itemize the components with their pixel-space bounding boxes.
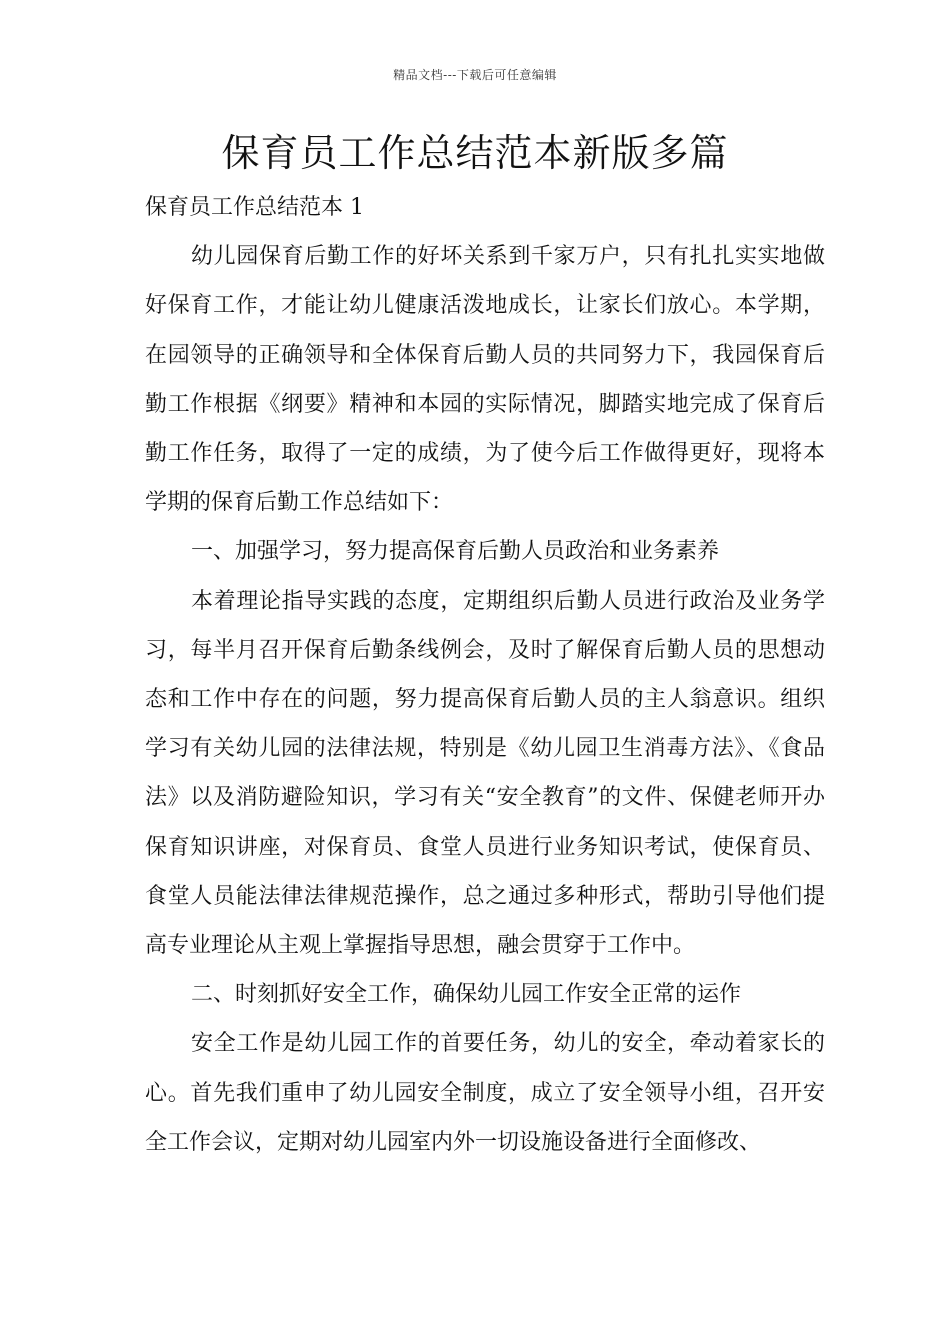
section-heading-1: 一、加强学习，努力提高保育后勤人员政治和业务素养: [191, 539, 720, 565]
section-subtitle: 保育员工作总结范本 1: [145, 195, 364, 220]
document-body: [145, 183, 825, 1167]
document-title: 保育员工作总结范本新版多篇: [221, 131, 729, 175]
page-header: 精品文档---下载后可任意编辑: [393, 68, 557, 82]
paragraph-safety: 安全工作是幼儿园工作的首要任务，幼儿的安全，牵动着家长的心。首先我们重申了幼儿园安全制度，成立了安全领导小组，召开安全工作会议，定期对幼儿园室内外一切设施设备进行全面修改、: [145, 1031, 825, 1155]
paragraph-study: 本着理论指导实践的态度，定期组织后勤人员进行政治及业务学习，每半月召开保育后勤条线例会，及时了解保育后勤人员的思想动态和工作中存在的问题，努力提高保育后勤人员的主人翁意识。组织学习有关幼儿园的法律法规，特别是《幼儿园卫生消毒方法》、《食品法》以及消防避险知识，学习有关“安全教育”的文件、保健老师开办保育知识讲座，对保育员、食堂人员进行业务知识考试，使保育员、食堂人员能法律法律规范操作，总之通过多种形式，帮助引导他们提高专业理论从主观上掌握指导思想，融会贯穿于工作中。: [145, 588, 825, 959]
section-heading-2: 二、时刻抓好安全工作，确保幼儿园工作安全正常的运作: [191, 982, 742, 1008]
paragraph-intro: 幼儿园保育后勤工作的好坏关系到千家万户，只有扎扎实实地做好保育工作，才能让幼儿健康活泼地成长，让家长们放心。本学期，在园领导的正确领导和全体保育后勤人员的共同努力下，我园保育后勤工作根据《纲要》精神和本园的实际情况，脚踏实地完成了保育后勤工作任务，取得了一定的成绩，为了使今后工作做得更好，现将本学期的保育后勤工作总结如下：: [145, 244, 825, 516]
